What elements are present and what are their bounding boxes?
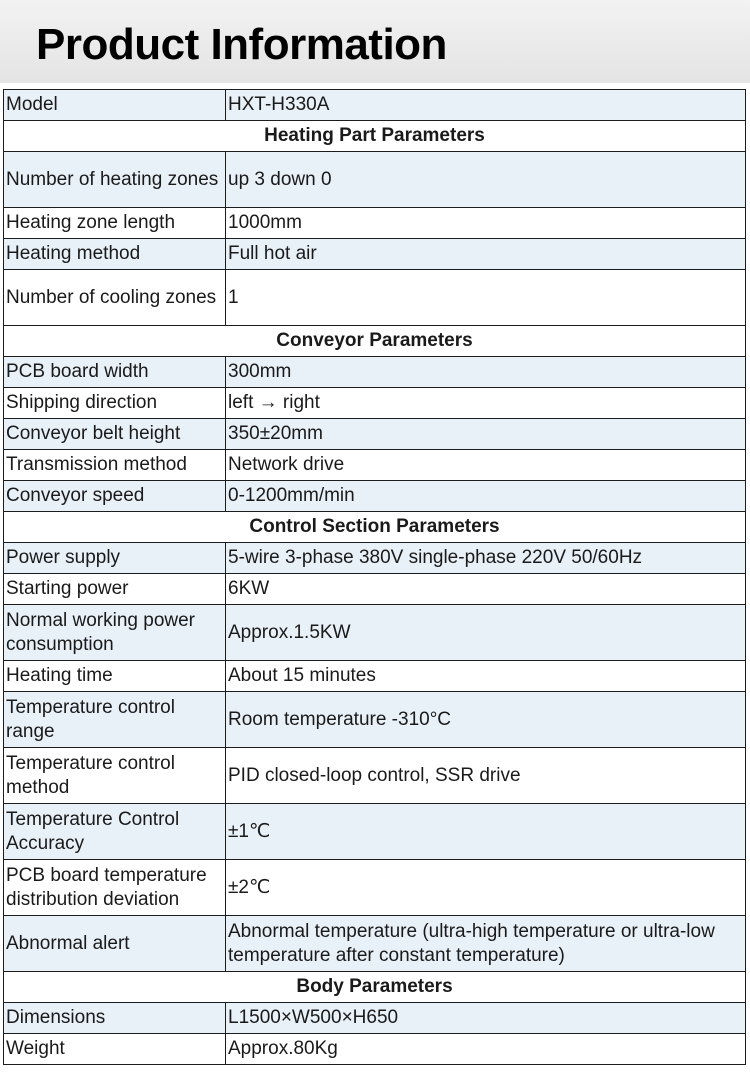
spec-label: Power supply xyxy=(4,543,226,574)
spec-row xyxy=(4,270,746,326)
spec-label: PCB board temperature distribution deviation xyxy=(4,860,226,916)
spec-label: Shipping direction xyxy=(4,388,226,419)
section-title: Conveyor Parameters xyxy=(4,326,746,357)
spec-label: PCB board width xyxy=(4,357,226,388)
spec-row xyxy=(4,208,746,239)
section-header-row xyxy=(4,512,746,543)
spec-table-body xyxy=(4,90,746,1065)
spec-row xyxy=(4,388,746,419)
spec-label: Conveyor belt height xyxy=(4,419,226,450)
section-title: Control Section Parameters xyxy=(4,512,746,543)
spec-value: Full hot air xyxy=(226,239,746,270)
spec-value: Network drive xyxy=(226,450,746,481)
spec-label: Heating method xyxy=(4,239,226,270)
spec-row xyxy=(4,916,746,972)
spec-row xyxy=(4,1003,746,1034)
section-title: Heating Part Parameters xyxy=(4,121,746,152)
spec-label: Model xyxy=(4,90,226,121)
section-header-row xyxy=(4,326,746,357)
spec-value: 300mm xyxy=(226,357,746,388)
spec-row xyxy=(4,860,746,916)
spec-label: Normal working power consumption xyxy=(4,605,226,661)
section-header-row xyxy=(4,121,746,152)
spec-row xyxy=(4,152,746,208)
spec-row xyxy=(4,357,746,388)
spec-value: 0-1200mm/min xyxy=(226,481,746,512)
section-header-row xyxy=(4,972,746,1003)
spec-value: left → right xyxy=(226,388,746,419)
spec-row xyxy=(4,1034,746,1065)
spec-row xyxy=(4,419,746,450)
spec-value: PID closed-loop control, SSR drive xyxy=(226,748,746,804)
spec-row xyxy=(4,90,746,121)
spec-value: ±2℃ xyxy=(226,860,746,916)
spec-value: Abnormal temperature (ultra-high temperature or ultra-low temperature after constant temperature) xyxy=(226,916,746,972)
spec-value: 350±20mm xyxy=(226,419,746,450)
spec-value: 6KW xyxy=(226,574,746,605)
spec-row xyxy=(4,239,746,270)
spec-value: 1 xyxy=(226,270,746,326)
spec-label: Temperature Control Accuracy xyxy=(4,804,226,860)
section-title: Body Parameters xyxy=(4,972,746,1003)
spec-label: Conveyor speed xyxy=(4,481,226,512)
spec-row xyxy=(4,450,746,481)
spec-label: Temperature control range xyxy=(4,692,226,748)
spec-label: Heating zone length xyxy=(4,208,226,239)
spec-value: 1000mm xyxy=(226,208,746,239)
spec-value: ±1℃ xyxy=(226,804,746,860)
spec-label: Number of cooling zones xyxy=(4,270,226,326)
spec-value: About 15 minutes xyxy=(226,661,746,692)
spec-label: Dimensions xyxy=(4,1003,226,1034)
spec-value: up 3 down 0 xyxy=(226,152,746,208)
spec-label: Abnormal alert xyxy=(4,916,226,972)
spec-row xyxy=(4,661,746,692)
spec-label: Starting power xyxy=(4,574,226,605)
spec-label: Transmission method xyxy=(4,450,226,481)
spec-row xyxy=(4,605,746,661)
spec-value: Approx.80Kg xyxy=(226,1034,746,1065)
spec-row xyxy=(4,481,746,512)
page-header xyxy=(0,0,750,86)
spec-value: Room temperature -310°C xyxy=(226,692,746,748)
spec-table xyxy=(3,89,746,1065)
spec-label: Heating time xyxy=(4,661,226,692)
spec-value: L1500×W500×H650 xyxy=(226,1003,746,1034)
spec-value: Approx.1.5KW xyxy=(226,605,746,661)
spec-label: Number of heating zones xyxy=(4,152,226,208)
spec-value: 5-wire 3-phase 380V single-phase 220V 50/60Hz xyxy=(226,543,746,574)
spec-label: Temperature control method xyxy=(4,748,226,804)
spec-row xyxy=(4,804,746,860)
spec-value: HXT-H330A xyxy=(226,90,746,121)
spec-row xyxy=(4,543,746,574)
spec-row xyxy=(4,574,746,605)
spec-label: Weight xyxy=(4,1034,226,1065)
page-title: Product Information xyxy=(36,20,447,69)
spec-row xyxy=(4,692,746,748)
spec-row xyxy=(4,748,746,804)
